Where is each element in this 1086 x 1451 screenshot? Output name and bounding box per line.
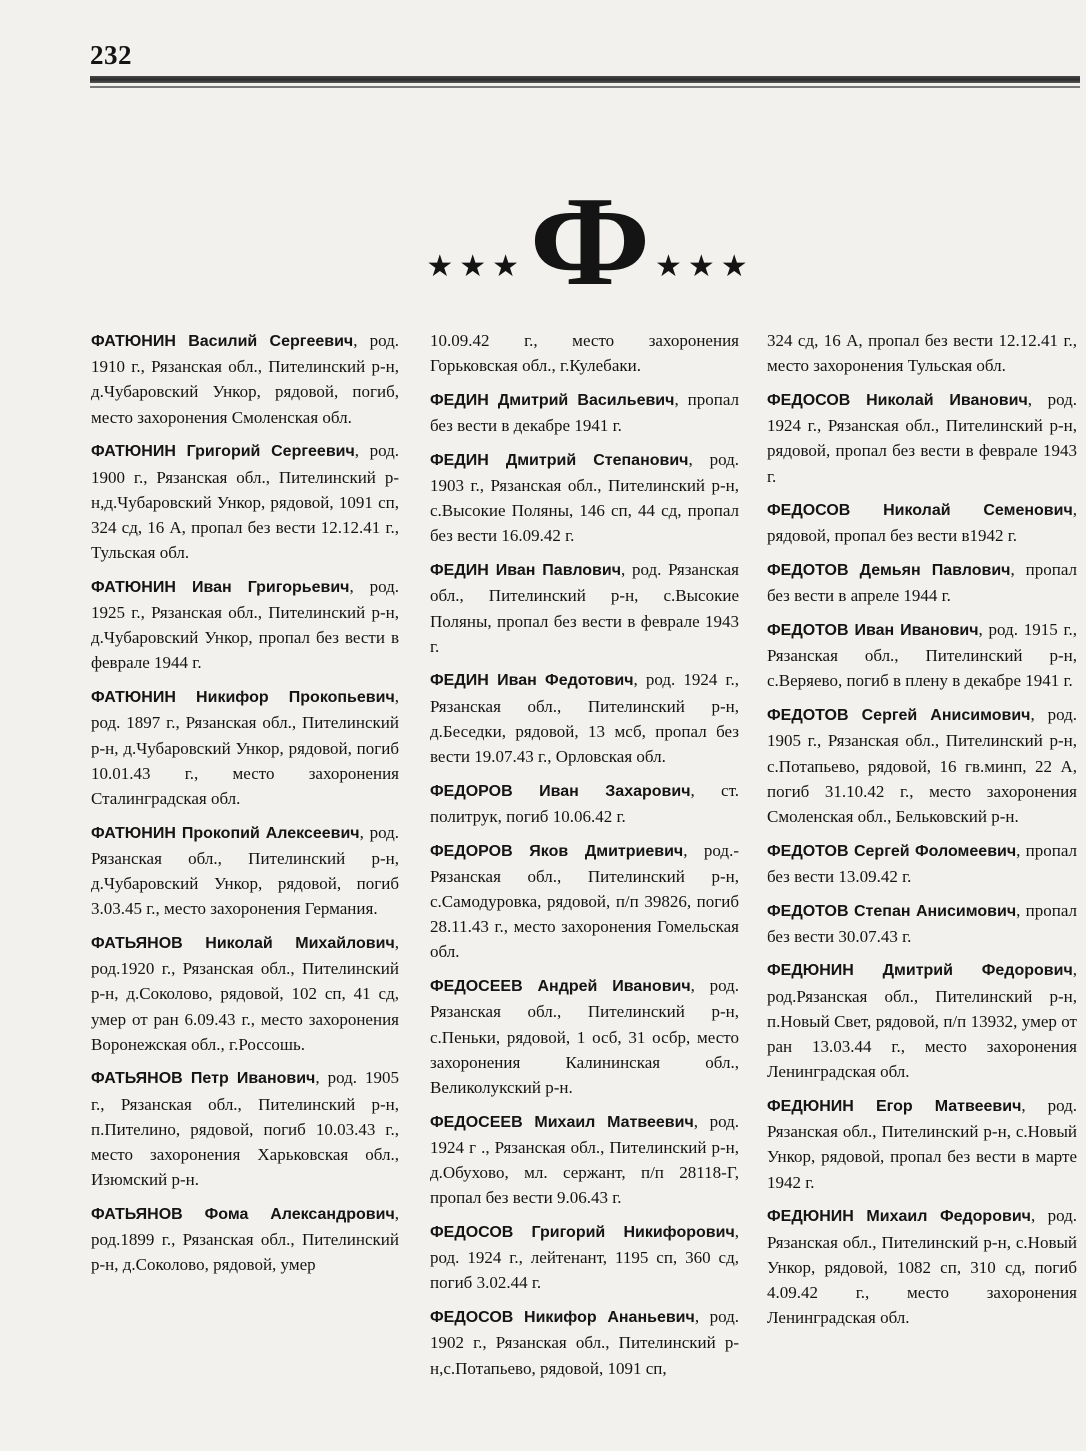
page-number: 232: [90, 40, 132, 70]
entry-name: ФЕДЮНИН Егор Матвеевич: [767, 1097, 1022, 1115]
list-item: [767, 1203, 1077, 1330]
entry-text: , род. Рязанская обл., Пителинский р-н, д.Чубаровский Ункор, рядовой, погиб 3.03.45 г., место захоронения Германия.: [91, 822, 399, 919]
list-item: [767, 497, 1077, 548]
entry-text: , род. 1897 г., Рязанская обл., Пителинский р-н, д.Чубаровский Ункор, рядовой, погиб 10.01.43 г., место захоронения Сталинградская обл.: [91, 687, 399, 808]
list-item: [430, 778, 739, 829]
entry-name: ФЕДОТОВ Сергей Фоломеевич: [767, 842, 1017, 860]
list-item: [91, 438, 399, 565]
list-item: [767, 557, 1077, 608]
entry-name: ФЕДЮНИН Дмитрий Федорович: [767, 962, 1073, 980]
list-item: [91, 820, 399, 922]
entry-text: , род. Рязанская обл., Пителинский р-н, с.Высокие Поляны, пропал без вести в феврале 1943 г.: [430, 560, 739, 656]
entry-text: , род. 1903 г., Рязанская обл., Пителинский р-н, с.Высокие Поляны, 146 сп, 44 сд, пропал без вести 16.09.42 г.: [430, 449, 739, 546]
entry-text: , род. Рязанская обл., Пителинский р-н, с.Пеньки, рядовой, 1 осб, 31 осбр, место захоронения Калининская обл., Великолукский р-н.: [430, 976, 739, 1097]
entry-text: , ст. политрук, погиб 10.06.42 г.: [430, 780, 739, 826]
list-item: [767, 702, 1077, 829]
entry-text: 324 сд, 16 А, пропал без вести 12.12.41 г., место захоронения Тульская обл.: [767, 331, 1077, 376]
list-item: [767, 617, 1077, 694]
entry-name: ФАТЬЯНОВ Николай Михайлович: [91, 934, 395, 952]
entry-text: 10.09.42 г., место захоронения Горьковская обл., г.Кулебаки.: [430, 331, 739, 376]
entry-name: ФАТЮНИН Иван Григорьевич: [91, 578, 350, 596]
stars-right: ★★★: [654, 250, 754, 283]
list-item: [767, 387, 1077, 489]
list-item: [430, 1109, 739, 1211]
entry-name: ФЕДИН Дмитрий Васильевич: [430, 391, 675, 409]
entry-text: , пропал без вести 30.07.43 г.: [767, 900, 1078, 946]
list-item: [767, 1093, 1077, 1195]
list-item: [91, 930, 399, 1057]
list-item: [91, 684, 399, 811]
entry-text: , род.1920 г., Рязанская обл., Пителинский р-н, д.Соколово, рядовой, 102 сп, 41 сд, умер от ран 6.09.43 г., место захоронения Воронежская обл., г.Россошь.: [91, 932, 399, 1054]
entry-name: ФАТЮНИН Прокопий Алексеевич: [91, 824, 360, 842]
entry-name: ФАТЮНИН Григорий Сергеевич: [91, 443, 355, 461]
entry-text: , род. 1910 г., Рязанская обл., Пителинский р-н, д.Чубаровский Ункор, рядовой, погиб, место захоронения Смоленская обл.: [91, 331, 399, 427]
entry-text: , род. Рязанская обл., Пителинский р-н, с.Новый Ункор, рядовой, 1082 сп, 310 сд, погиб 4.09.42 г., место захоронения Ленинградская обл.: [767, 1206, 1077, 1328]
entry-name: ФЕДОТОВ Иван Иванович: [767, 622, 979, 640]
entry-text: , род. 1924 г ., Рязанская обл., Пителинский р-н, д.Обухово, мл. сержант, п/п 28118-Г, пропал без вести 9.06.43 г.: [430, 1111, 739, 1208]
entry-text: , род.1899 г., Рязанская обл., Пителинский р-н, д.Соколово, рядовой, умер: [91, 1204, 399, 1275]
header-rule: [90, 76, 1080, 83]
entry-text: , род.- Рязанская обл., Пителинский р-н, с.Самодуровка, рядовой, п/п 39826, погиб 28.11.43 г., место захоронения Гомельская обл.: [430, 840, 739, 962]
list-item: [767, 898, 1077, 949]
entry-name: ФЕДОСОВ Николай Иванович: [767, 391, 1028, 409]
entry-text: , род. 1905 г., Рязанская обл., Пителинский р-н, п.Пителино, рядовой, погиб 10.03.43 г., место захоронения Харьковская обл., Изюмский р-н.: [91, 1068, 399, 1190]
entry-text: , род. Рязанская обл., Пителинский р-н, с.Новый Ункор, рядовой, пропал без вести в марте 1942 г.: [767, 1095, 1077, 1192]
entry-name: ФЕДИН Иван Федотович: [430, 672, 634, 690]
list-item: [91, 1201, 399, 1278]
entry-name: ФЕДЮНИН Михаил Федорович: [767, 1208, 1031, 1226]
stars-left: ★★★: [426, 250, 526, 283]
list-item: [430, 447, 739, 549]
list-item: [767, 838, 1077, 889]
entry-name: ФЕДОСОВ Николай Семенович: [767, 502, 1073, 520]
entry-name: ФЕДОТОВ Демьян Павлович: [767, 562, 1011, 580]
entry-text: , род. 1902 г., Рязанская обл., Пителинский р-н,с.Потапьево, рядовой, 1091 сп,: [430, 1307, 739, 1378]
list-item: [430, 1304, 739, 1381]
list-item: [91, 1065, 399, 1192]
list-item: [430, 387, 739, 438]
entry-name: ФЕДИН Иван Павлович: [430, 562, 621, 580]
list-item: [91, 328, 399, 430]
entry-name: ФЕДОРОВ Иван Захарович: [430, 782, 691, 800]
list-item: [430, 557, 739, 659]
entry-text: , род. 1905 г., Рязанская обл., Пителинский р-н, с.Потапьево, рядовой, 16 гв.минп, 22 А, погиб 31.10.42 г., место захоронения Смоленская обл., Бельковский р-н.: [767, 705, 1077, 826]
entry-name: ФЕДОТОВ Сергей Анисимович: [767, 707, 1031, 725]
entry-text: , род. 1900 г., Рязанская обл., Пителинский р-н,д.Чубаровский Ункор, рядовой, 1091 сп, 324 сд, 16 А, пропал без вести 12.12.41 г., Тульская обл.: [91, 441, 399, 563]
entry-name: ФАТЮНИН Никифор Прокопьевич: [91, 689, 395, 707]
entry-name: ФАТЮНИН Василий Сергеевич: [91, 333, 354, 350]
list-item: [767, 328, 1077, 378]
entry-text: , род. 1924 г., лейтенант, 1195 сп, 360 сд, погиб 3.02.44 г.: [430, 1222, 739, 1293]
entry-name: ФЕДОТОВ Степан Анисимович: [767, 902, 1017, 920]
list-item: [767, 957, 1077, 1084]
entry-name: ФАТЬЯНОВ Петр Иванович: [91, 1070, 316, 1088]
entry-name: ФЕДОСЕЕВ Андрей Иванович: [430, 978, 691, 996]
entry-text: , род.Рязанская обл., Пителинский р-н, п.Новый Свет, рядовой, п/п 13932, умер от ран 13.03.44 г., место захоронения Ленинградская обл.: [767, 960, 1077, 1082]
list-item: [91, 574, 399, 676]
entry-text: , пропал без вести в декабре 1941 г.: [430, 389, 739, 436]
entry-text: , рядовой, пропал без вести в1942 г.: [767, 500, 1077, 546]
list-item: [430, 328, 739, 378]
entry-text: , род. 1924 г., Рязанская обл., Пителинский р-н, д.Беседки, рядовой, 13 мсб, пропал без вести 19.07.43 г., Орловская обл.: [430, 670, 739, 767]
column-3: [767, 328, 1077, 1339]
entry-name: ФЕДИН Дмитрий Степанович: [430, 451, 689, 469]
list-item: [430, 1219, 739, 1296]
section-heading: [425, 170, 755, 312]
column-2: [430, 328, 739, 1389]
entry-name: ФАТЬЯНОВ Фома Александрович: [91, 1206, 395, 1223]
column-1: [91, 328, 399, 1286]
entry-text: , род. 1915 г., Рязанская обл., Пителинский р-н, с.Веряево, погиб в плену в декабре 1941 г.: [767, 620, 1078, 691]
list-item: [430, 973, 739, 1100]
entry-name: ФЕДОРОВ Яков Дмитриевич: [430, 842, 684, 860]
entry-text: , род. 1925 г., Рязанская обл., Пителинский р-н, д.Чубаровский Ункор, пропал без вести в феврале 1944 г.: [91, 576, 399, 673]
list-item: [430, 838, 739, 965]
section-letter: Ф: [529, 170, 651, 312]
entry-text: , пропал без вести в апреле 1944 г.: [767, 560, 1077, 606]
entry-name: ФЕДОСОВ Григорий Никифорович: [430, 1224, 735, 1241]
entry-name: ФЕДОСЕЕВ Михаил Матвеевич: [430, 1113, 694, 1131]
entry-text: , пропал без вести 13.09.42 г.: [767, 840, 1078, 886]
entry-text: , род. 1924 г., Рязанская обл., Пителинский р-н, рядовой, пропал без вести в феврале 1943 г.: [767, 389, 1077, 486]
entry-name: ФЕДОСОВ Никифор Ананьевич: [430, 1309, 695, 1327]
header-rule-thin: [90, 86, 1080, 88]
list-item: [430, 667, 739, 769]
